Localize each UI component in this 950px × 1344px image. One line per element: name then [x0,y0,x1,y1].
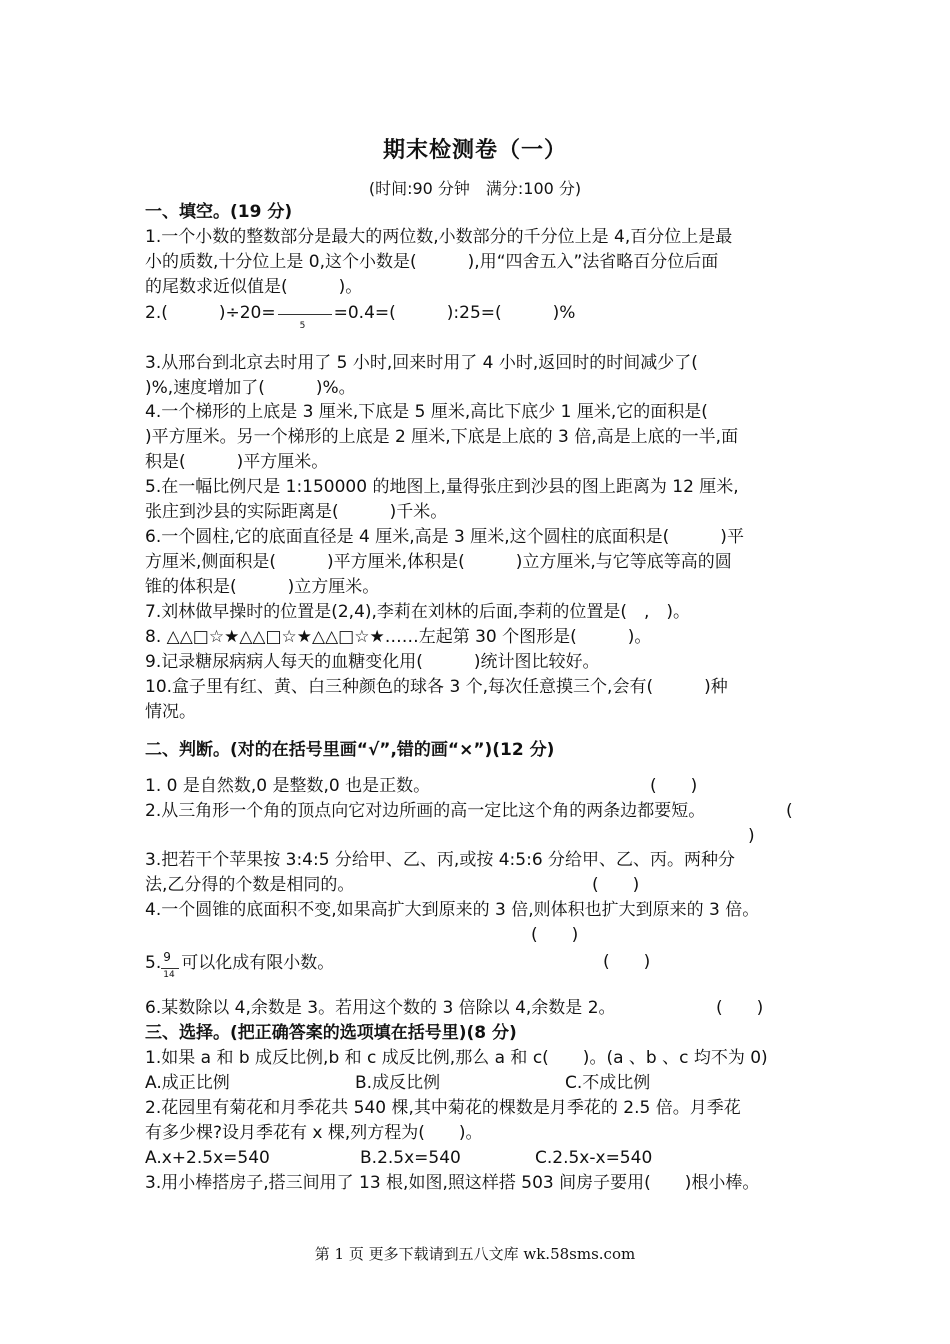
section-2-heading: 二、判断。(对的在括号里画“√”,错的画“×”)(12 分) [145,740,555,760]
s2-q5-prefix: 5. [145,953,162,973]
s1-q5-line1: 5.在一幅比例尺是 1:150000 的地图上,量得张庄到沙县的图上距离为 12 厘米, [145,477,739,497]
s2-q1-answer-paren: ( ) [650,776,698,796]
s1-q2-fraction [276,303,334,331]
s1-q10-line2: 情况。 [145,702,196,722]
s1-q6-line1: 6.一个圆柱,它的底面直径是 4 厘米,高是 3 厘米,这个圆柱的底面积是( )平 [145,527,744,547]
s2-q5-numerator: 9 [163,950,171,964]
s3-q2-option-a: A.x+2.5x=540 [145,1148,270,1168]
s1-q7: 7.刘林做早操时的位置是(2,4),李莉在刘林的后面,李莉的位置是( , )。 [145,602,690,622]
s2-q5-fraction [161,950,181,980]
s2-q2: 2.从三角形一个角的顶点向它对边所画的高一定比这个角的两条边都要短。 [145,801,706,821]
s2-q5-answer-paren: ( ) [603,952,651,972]
s2-q3-answer-paren: ( ) [592,875,640,895]
s1-q4-line3: 积是( )平方厘米。 [145,452,329,472]
s1-q5-line2: 张庄到沙县的实际距离是( )千米。 [145,502,448,522]
section-3-heading: 三、选择。(把正确答案的选项填在括号里)(8 分) [145,1023,517,1043]
s1-q10-line1: 10.盒子里有红、黄、白三种颜色的球各 3 个,每次任意摸三个,会有( )种 [145,677,728,697]
s1-q8: 8. △△□☆★△△□☆★△△□☆★……左起第 30 个图形是( )。 [145,627,652,647]
s3-q1: 1.如果 a 和 b 成反比例,b 和 c 成反比例,那么 a 和 c( )。(a 、b 、c 均不为 0) [145,1048,768,1068]
s3-q1-option-a: A.成正比例 [145,1073,230,1093]
s3-q3: 3.用小棒搭房子,搭三间用了 13 根,如图,照这样搭 503 间房子要用( )根小棒。 [145,1173,760,1193]
page-subtitle: (时间:90 分钟 满分:100 分) [368,179,582,198]
s3-q1-option-c: C.不成比例 [565,1073,651,1093]
s1-q4-line2: )平方厘米。另一个梯形的上底是 2 厘米,下底是上底的 3 倍,高是上底的一半,面 [145,427,739,447]
s3-q2-line1: 2.花园里有菊花和月季花共 540 棵,其中菊花的棵数是月季花的 2.5 倍。月季花 [145,1098,741,1118]
s1-q3-line2: )%,速度增加了( )%。 [145,378,356,398]
s1-q1-line1: 1.一个小数的整数部分是最大的两位数,小数部分的千分位上是 4,百分位上是最 [145,227,733,247]
s3-q2-option-c: C.2.5x-x=540 [535,1148,653,1168]
page-title: 期末检测卷（一） [382,137,567,163]
s1-q6-line3: 锥的体积是( )立方厘米。 [145,577,380,597]
s1-q2-part-a: 2.( )÷20= [145,303,276,323]
page-footer: 第 1 页 更多下载请到五八文库 wk.58sms.com [314,1245,636,1263]
s2-q1: 1. 0 是自然数,0 是整数,0 也是正数。 [145,776,431,796]
s3-q1-option-b: B.成反比例 [355,1073,441,1093]
s2-q6-answer-paren: ( ) [716,998,764,1018]
s1-q6-line2: 方厘米,侧面积是( )平方厘米,体积是( )立方厘米,与它等底等高的圆 [145,552,732,572]
s3-q2-line2: 有多少棵?设月季花有 x 棵,列方程为( )。 [145,1123,483,1143]
s1-q9: 9.记录糖尿病病人每天的血糖变化用( )统计图比较好。 [145,652,600,672]
s3-q2-option-b: B.2.5x=540 [360,1148,461,1168]
s1-q4-line1: 4.一个梯形的上底是 3 厘米,下底是 5 厘米,高比下底少 1 厘米,它的面积是( [145,402,708,422]
s1-q2-fraction-denominator: 5 [299,321,306,331]
s1-q2 [145,301,576,331]
s1-q2-part-b: =0.4=( ):25=( )% [333,303,576,323]
s2-q5-denominator: 14 [163,970,175,980]
s2-q3-line2: 法,乙分得的个数是相同的。 [145,875,355,895]
s1-q1-line2: 小的质数,十分位上是 0,这个小数是( ),用“四舍五入”法省略百分位后面 [145,252,719,272]
s2-q5 [145,950,335,980]
s2-q4: 4.一个圆锥的底面积不变,如果高扩大到原来的 3 倍,则体积也扩大到原来的 3 倍。 [145,900,760,920]
s1-q3-line1: 3.从邢台到北京去时用了 5 小时,回来时用了 4 小时,返回时的时间减少了( [145,353,698,373]
s1-q1-line3: 的尾数求近似值是( )。 [145,277,363,297]
s2-q6: 6.某数除以 4,余数是 3。若用这个数的 3 倍除以 4,余数是 2。 [145,998,616,1018]
s2-q3-line1: 3.把若干个苹果按 3:4:5 分给甲、乙、丙,或按 4:5:6 分给甲、乙、丙。两种分 [145,850,736,870]
s2-q2-answer-open: ( [786,801,793,821]
s2-q5-text: 可以化成有限小数。 [181,953,335,973]
s2-q4-answer-paren: ( ) [531,925,579,945]
section-1-heading: 一、填空。(19 分) [145,202,293,222]
s2-q2-answer-close: ) [748,826,755,846]
